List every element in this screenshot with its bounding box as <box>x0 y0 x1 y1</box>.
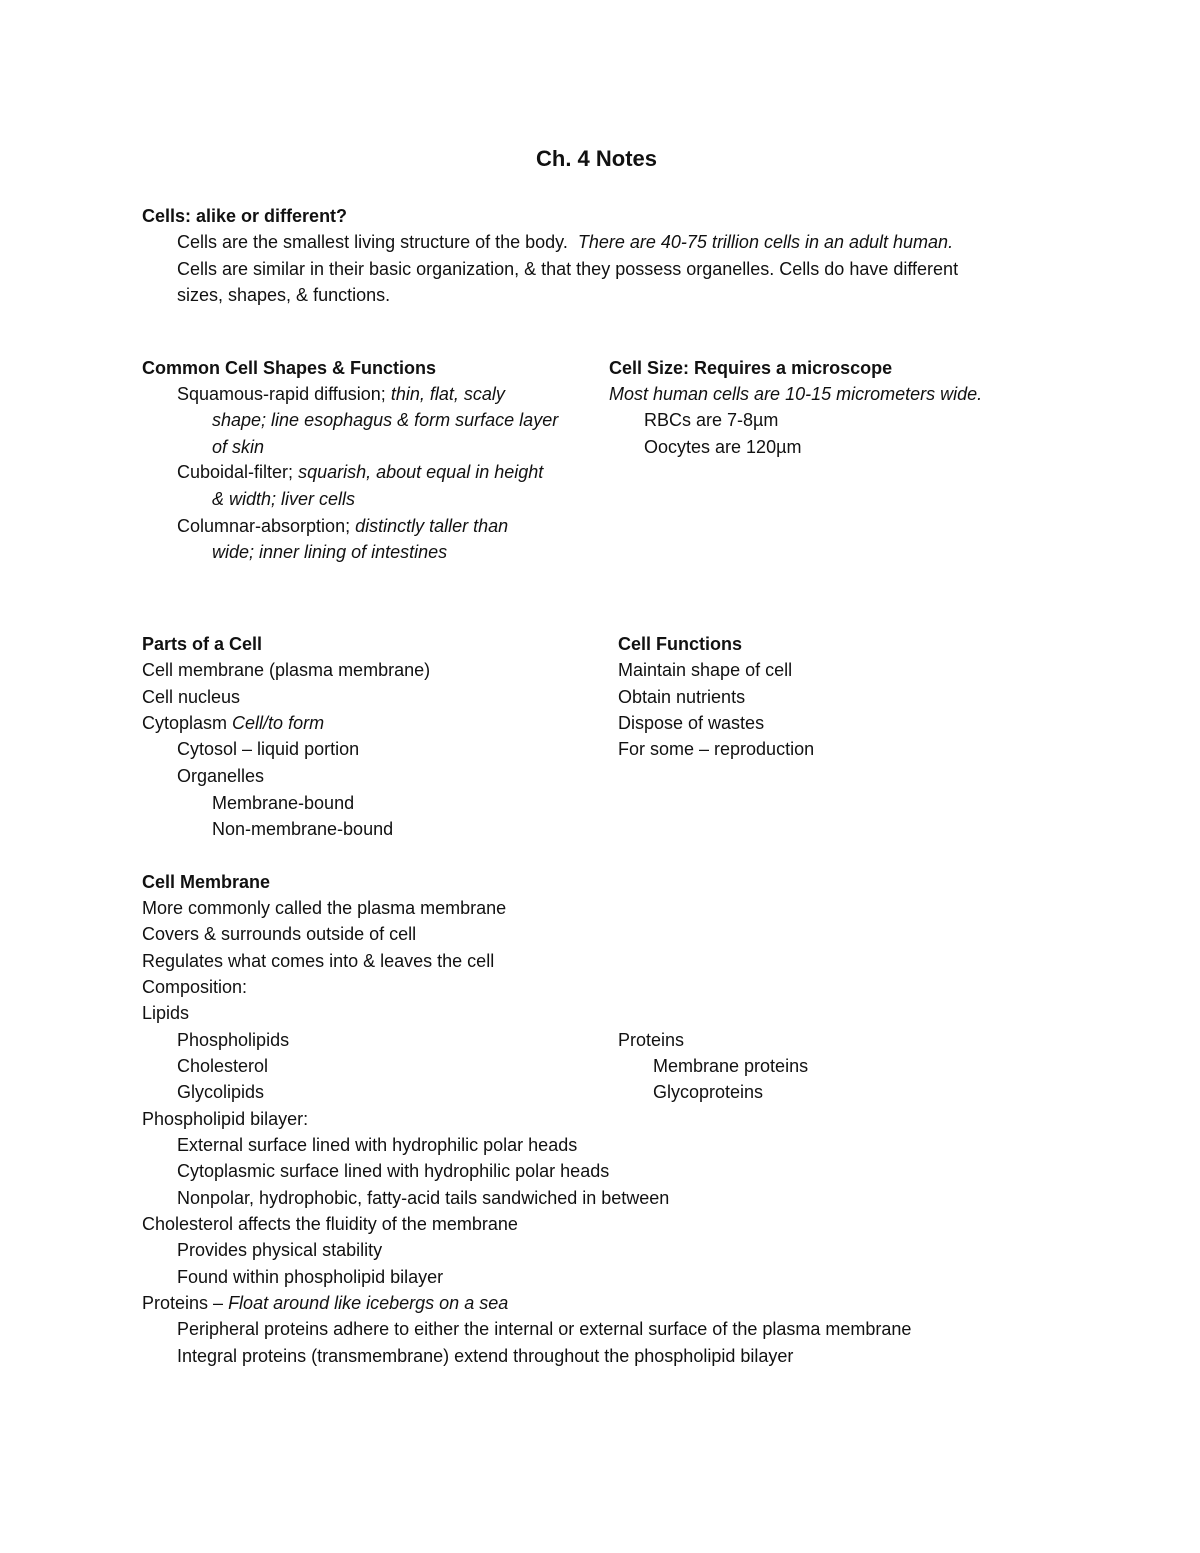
cuboidal-label: Cuboidal-filter; <box>177 462 294 482</box>
membrane-line: More commonly called the plasma membrane <box>142 898 507 918</box>
cholesterol-item: Found within phospholipid bilayer <box>177 1267 444 1287</box>
columnar-line-1 <box>177 515 508 537</box>
parts-non-membrane-bound: Non-membrane-bound <box>212 819 394 839</box>
size-oocytes: Oocytes are 120µm <box>644 437 802 457</box>
size-heading: Cell Size: Requires a microscope <box>609 358 893 378</box>
proteins-2-label: Proteins – <box>142 1293 224 1313</box>
columnar-desc: distinctly taller than <box>355 516 509 536</box>
bilayer-item: Nonpolar, hydrophobic, fatty-acid tails sandwiched in between <box>177 1188 670 1208</box>
cuboidal-line-2: & width; liver cells <box>212 489 356 509</box>
cholesterol-item: Provides physical stability <box>177 1240 383 1260</box>
intro-line-1-text: Cells are the smallest living structure of the body. <box>177 232 568 252</box>
parts-cytosol: Cytosol – liquid portion <box>177 739 360 759</box>
page-title: Ch. 4 Notes <box>536 146 658 171</box>
parts-cytoplasm <box>142 712 324 734</box>
membrane-cholesterol: Cholesterol affects the fluidity of the membrane <box>142 1214 518 1234</box>
membrane-heading: Cell Membrane <box>142 872 271 892</box>
membrane-proteins: Proteins <box>618 1030 685 1050</box>
parts-cytoplasm-label: Cytoplasm <box>142 713 228 733</box>
squamous-line-1 <box>177 383 505 405</box>
parts-organelles: Organelles <box>177 766 265 786</box>
protein-item: Glycoproteins <box>653 1082 764 1102</box>
functions-heading: Cell Functions <box>618 634 743 654</box>
cuboidal-desc: squarish, about equal in height <box>298 462 544 482</box>
parts-nucleus: Cell nucleus <box>142 687 241 707</box>
bilayer-item: External surface lined with hydrophilic polar heads <box>177 1135 578 1155</box>
functions-item: For some – reproduction <box>618 739 815 759</box>
membrane-composition: Composition: <box>142 977 248 997</box>
functions-item: Obtain nutrients <box>618 687 746 707</box>
intro-heading: Cells: alike or different? <box>142 206 348 226</box>
shapes-heading: Common Cell Shapes & Functions <box>142 358 437 378</box>
squamous-line-3: of skin <box>212 437 265 457</box>
size-rbc: RBCs are 7-8µm <box>644 410 779 430</box>
bilayer-item: Cytoplasmic surface lined with hydrophilic polar heads <box>177 1161 610 1181</box>
membrane-lipids: Lipids <box>142 1003 190 1023</box>
membrane-line: Regulates what comes into & leaves the cell <box>142 951 495 971</box>
lipid-item: Cholesterol <box>177 1056 269 1076</box>
intro-line-3: sizes, shapes, & functions. <box>177 285 391 305</box>
lipid-item: Glycolipids <box>177 1082 265 1102</box>
functions-item: Dispose of wastes <box>618 713 765 733</box>
proteins-2-item: Integral proteins (transmembrane) extend throughout the phospholipid bilayer <box>177 1346 794 1366</box>
proteins-2-note: Float around like icebergs on a sea <box>228 1293 509 1313</box>
intro-line-2: Cells are similar in their basic organization, & that they possess organelles. Cells do have different <box>177 259 959 279</box>
columnar-line-2: wide; inner lining of intestines <box>212 542 448 562</box>
parts-heading: Parts of a Cell <box>142 634 263 654</box>
size-line-1: Most human cells are 10-15 micrometers wide. <box>609 384 983 404</box>
membrane-line: Covers & surrounds outside of cell <box>142 924 417 944</box>
functions-item: Maintain shape of cell <box>618 660 793 680</box>
parts-membrane: Cell membrane (plasma membrane) <box>142 660 431 680</box>
squamous-desc: thin, flat, scaly <box>390 384 505 404</box>
proteins-2-item: Peripheral proteins adhere to either the internal or external surface of the plasma membrane <box>177 1319 912 1339</box>
parts-cytoplasm-note: Cell/to form <box>232 713 325 733</box>
intro-line-1 <box>177 231 953 253</box>
squamous-label: Squamous-rapid diffusion; <box>177 384 386 404</box>
squamous-line-2: shape; line esophagus & form surface layer <box>212 410 559 430</box>
membrane-bilayer: Phospholipid bilayer: <box>142 1109 309 1129</box>
intro-line-1-italic: There are 40-75 trillion cells in an adult human. <box>577 232 954 252</box>
columnar-label: Columnar-absorption; <box>177 516 351 536</box>
membrane-proteins-2 <box>142 1292 508 1314</box>
protein-item: Membrane proteins <box>653 1056 809 1076</box>
cuboidal-line-1 <box>177 461 543 483</box>
parts-membrane-bound: Membrane-bound <box>212 793 355 813</box>
lipid-item: Phospholipids <box>177 1030 290 1050</box>
